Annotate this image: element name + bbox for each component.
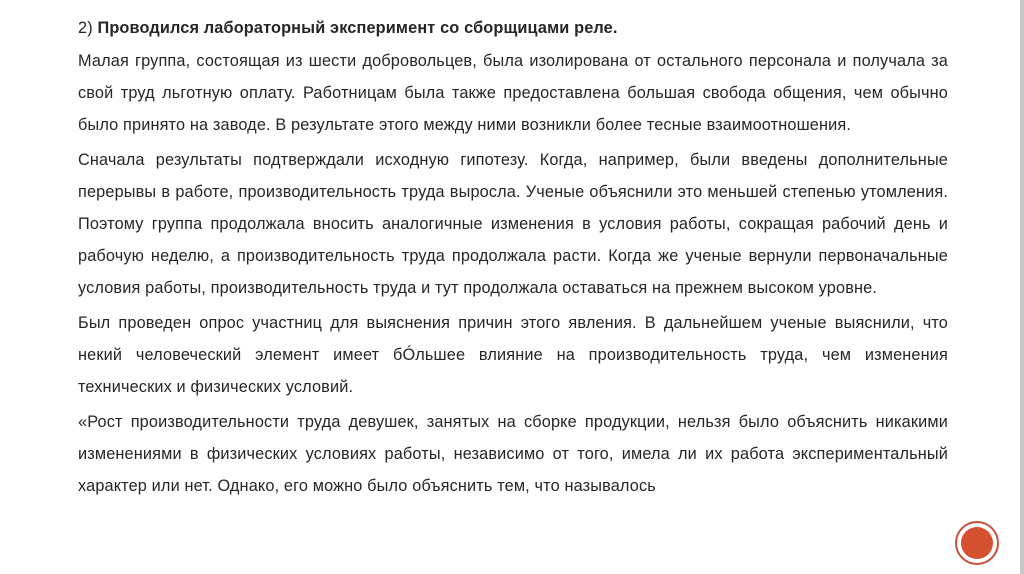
right-edge-bar <box>1020 0 1024 574</box>
slide-content <box>78 14 948 505</box>
paragraph-1: Малая группа, состоящая из шести добровольцев, была изолирована от остального персонала и получала за свой труд льготную оплату. Работницам была также предоставлена большая свобода общения, чем обычно было принято на заводе. В результате этого между ними возникли более тесные взаимоотношения. <box>78 52 948 134</box>
section-title: Проводился лабораторный эксперимент со сборщицами реле. <box>97 19 618 37</box>
decorative-circle-inner <box>961 527 993 559</box>
decorative-circle-icon <box>955 521 999 565</box>
paragraph-4: «Рост производительности труда девушек, занятых на сборке продукции, нельзя было объяснить никакими изменениями в физических условиях работы, независимо от того, имела ли их работа экспериментальный характер или нет. Однако, его можно было объяснить тем, что называлось <box>78 413 948 495</box>
paragraph-3: Был проведен опрос участниц для выяснения причин этого явления. В дальнейшем ученые выяснили, что некий человеческий элемент имеет бÓльшее влияние на производительность труда, чем изменения технических и физических условий. <box>78 314 948 396</box>
section-heading <box>78 14 948 42</box>
section-number: 2) <box>78 19 93 37</box>
paragraph-2: Сначала результаты подтверждали исходную гипотезу. Когда, например, были введены дополнительные перерывы в работе, производительность труда выросла. Ученые объяснили это меньшей степенью утомления. Поэтому группа продолжала вносить аналогичные изменения в условия работы, сокращая рабочий день и рабочую неделю, а производительность труда продолжала расти. Когда же ученые вернули первоначальные условия работы, производительность труда и тут продолжала оставаться на прежнем высоком уровне. <box>78 151 948 297</box>
